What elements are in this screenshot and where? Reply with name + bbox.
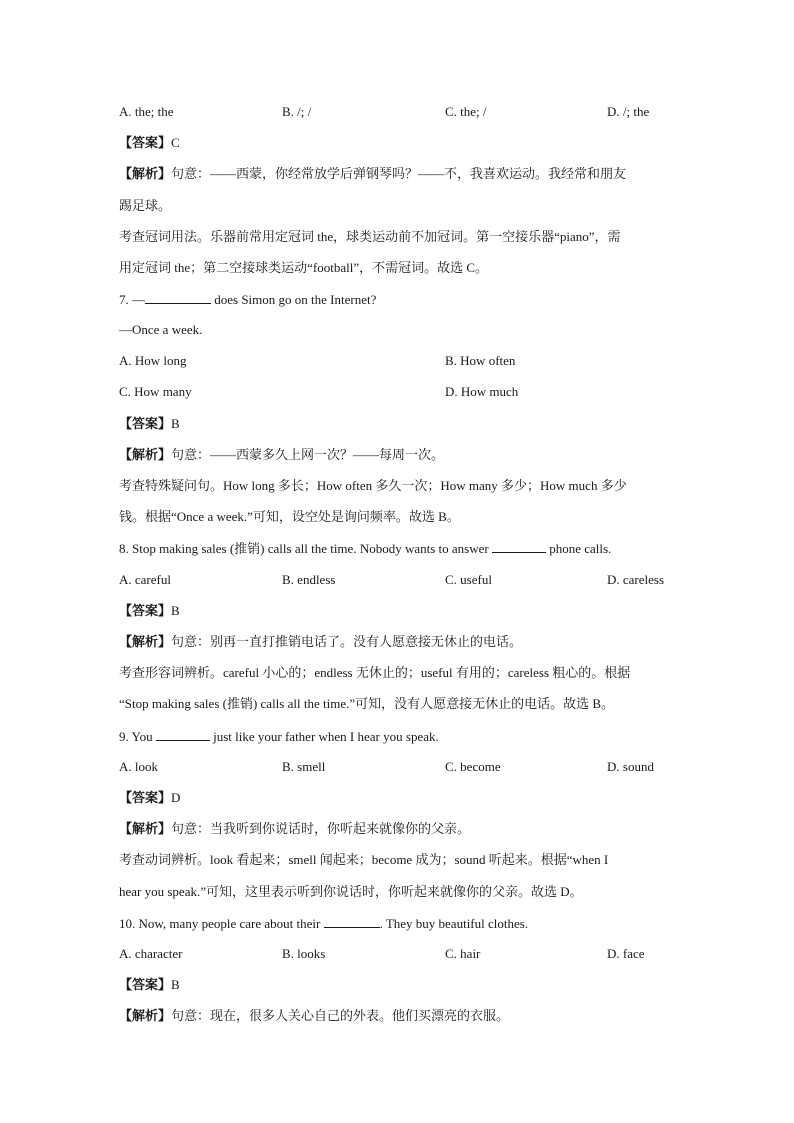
q6-analysis-line-4: 用定冠词 the；第二空接球类运动“football”，不需冠词。故选 C。 — [119, 260, 489, 275]
q8-stem-text-end: phone calls. — [545, 541, 612, 556]
answer-label: 【答案】 — [119, 135, 172, 150]
answer-value: B — [171, 603, 180, 618]
q7-analysis-line-1 — [119, 447, 444, 463]
q9-option-c: C. become — [445, 759, 501, 774]
q9-analysis-line-2: 考查动词辨析。look 看起来；smell 闻起来；become 成为；sound 听起来。根据“when I — [119, 852, 609, 867]
q7-blank — [145, 291, 211, 304]
answer-label: 【答案】 — [119, 603, 172, 618]
q9-option-a: A. look — [119, 759, 158, 774]
analysis-label: 【解析】 — [119, 166, 172, 181]
q7-stem — [119, 291, 376, 308]
q7-option-d: D. How much — [445, 384, 519, 399]
q10-option-a: A. character — [119, 946, 183, 961]
answer-label: 【答案】 — [119, 416, 172, 431]
q10-option-c: C. hair — [445, 946, 481, 961]
q6-analysis-line-2: 踢足球。 — [119, 198, 172, 213]
q9-analysis-line-3: hear you speak.”可知，这里表示听到你说话时，你听起来就像你的父亲。故选 D。 — [119, 884, 583, 899]
q7-option-b: B. How often — [445, 353, 516, 368]
analysis-text: 句意：——西蒙，你经常放学后弹钢琴吗？——不，我喜欢运动。我经常和朋友 — [171, 166, 627, 181]
q10-option-b: B. looks — [282, 946, 326, 961]
q8-blank — [492, 540, 546, 553]
q8-analysis-line-2: 考查形容词辨析。careful 小心的；endless 无休止的；useful 有用的；careless 粗心的。根据 — [119, 665, 631, 680]
q9-stem-text-end: just like your father when I hear you speak. — [209, 729, 439, 744]
q9-stem-text: 9. You — [119, 729, 156, 744]
q9-stem — [119, 728, 439, 745]
q8-option-c: C. useful — [445, 572, 492, 587]
q9-answer — [119, 790, 180, 806]
q8-answer — [119, 603, 180, 619]
q7-analysis-line-3: 钱。根据“Once a week.”可知，设空处是询问频率。故选 B。 — [119, 509, 460, 524]
q10-blank — [324, 915, 380, 928]
q8-option-a: A. careful — [119, 572, 171, 587]
q8-analysis-line-1 — [119, 634, 522, 650]
answer-label: 【答案】 — [119, 977, 172, 992]
q10-stem — [119, 915, 528, 932]
q6-analysis-line-3: 考查冠词用法。乐器前常用定冠词 the，球类运动前不加冠词。第一空接乐器“piano”，需 — [119, 229, 621, 244]
q9-analysis-line-1 — [119, 821, 470, 837]
answer-label: 【答案】 — [119, 790, 172, 805]
q6-option-c: C. the; / — [445, 104, 487, 119]
answer-value: B — [171, 416, 180, 431]
analysis-label: 【解析】 — [119, 634, 172, 649]
q9-option-d: D. sound — [607, 759, 654, 774]
q8-stem-text: 8. Stop making sales (推销) calls all the time. Nobody wants to answer — [119, 541, 492, 556]
analysis-text: 句意：别再一直打推销电话了。没有人愿意接无休止的电话。 — [171, 634, 523, 649]
q6-option-a: A. the; the — [119, 104, 174, 119]
analysis-label: 【解析】 — [119, 821, 172, 836]
answer-value: B — [171, 977, 180, 992]
q10-stem-text-end: . They buy beautiful clothes. — [379, 916, 529, 931]
q8-option-b: B. endless — [282, 572, 336, 587]
analysis-text: 句意：现在，很多人关心自己的外表。他们买漂亮的衣服。 — [171, 1008, 510, 1023]
q6-analysis-line-1 — [119, 166, 626, 182]
q7-option-c: C. How many — [119, 384, 192, 399]
q6-option-b: B. /; / — [282, 104, 312, 119]
q6-option-d: D. /; the — [607, 104, 650, 119]
analysis-text: 句意：当我听到你说话时，你听起来就像你的父亲。 — [171, 821, 471, 836]
q6-answer — [119, 135, 180, 151]
q9-option-b: B. smell — [282, 759, 326, 774]
q9-blank — [156, 728, 210, 741]
q10-answer — [119, 977, 180, 993]
q7-reply: —Once a week. — [119, 322, 203, 337]
q8-stem — [119, 540, 611, 557]
analysis-text: 句意：——西蒙多久上网一次？——每周一次。 — [171, 447, 445, 462]
answer-value: D — [171, 790, 181, 805]
q8-analysis-line-3: “Stop making sales (推销) calls all the time.”可知，没有人愿意接无休止的电话。故选 B。 — [119, 696, 615, 711]
q7-stem-text: does Simon go on the Internet? — [211, 292, 377, 307]
analysis-label: 【解析】 — [119, 447, 172, 462]
q7-answer — [119, 416, 180, 432]
q7-option-a: A. How long — [119, 353, 187, 368]
q7-number: 7. — — [119, 292, 145, 307]
q10-option-d: D. face — [607, 946, 645, 961]
answer-value: C — [171, 135, 180, 150]
q10-stem-text: 10. Now, many people care about their — [119, 916, 324, 931]
q7-analysis-line-2: 考查特殊疑问句。How long 多长；How often 多久一次；How many 多少；How much 多少 — [119, 478, 627, 493]
q8-option-d: D. careless — [607, 572, 665, 587]
analysis-label: 【解析】 — [119, 1008, 172, 1023]
q10-analysis-line-1 — [119, 1008, 509, 1024]
